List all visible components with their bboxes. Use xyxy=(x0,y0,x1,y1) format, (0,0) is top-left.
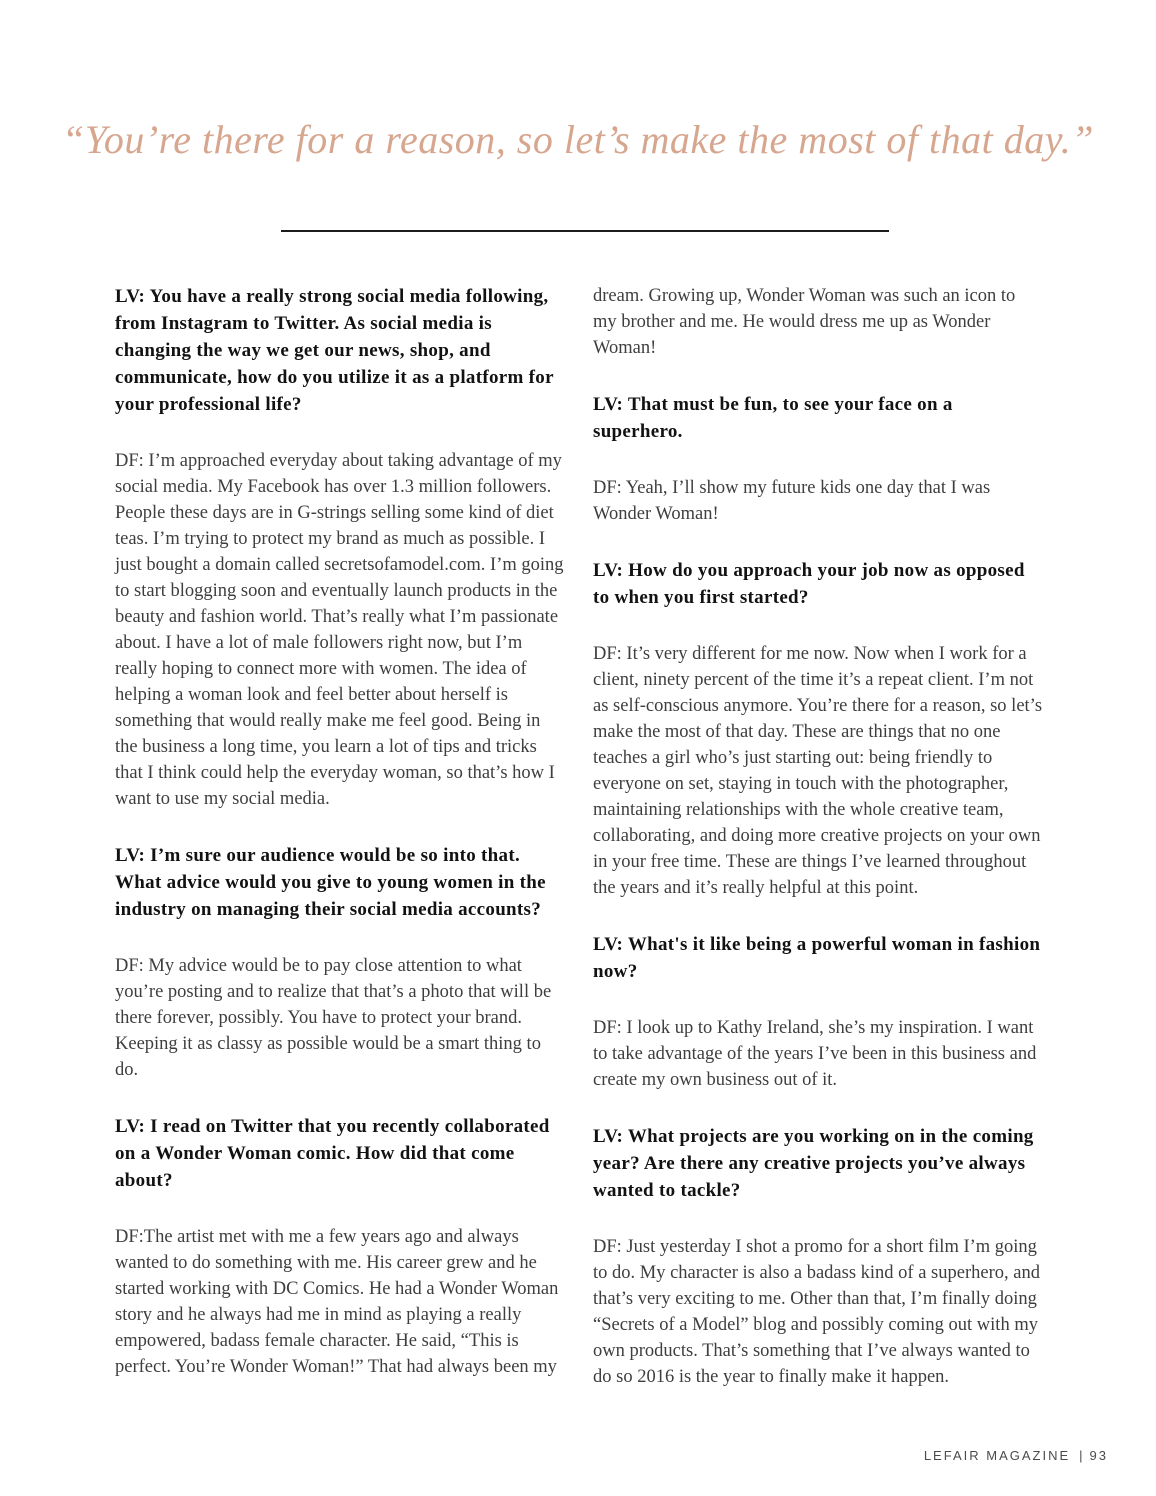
pull-quote: “You’re there for a reason, so let’s make the most of that day.” xyxy=(62,117,1094,162)
interview-answer: DF: Yeah, I’ll show my future kids one day that I was Wonder Woman! xyxy=(593,478,991,524)
interview-answer: DF:The artist met with me a few years ago and always wanted to do something with me. His career grew and he started working with DC Comics. He had a Wonder Woman story and he always had me in mind as playing a really empowered, badass female character. He said, “This is perfect. You’re Wonder Woman!” That had always been my xyxy=(115,1227,559,1377)
interview-answer-continued: dream. Growing up, Wonder Woman was such an icon to my brother and me. He would dress me up as Wonder Woman! xyxy=(593,286,1016,358)
magazine-name: LEFAIR MAGAZINE xyxy=(923,1448,1071,1463)
interview-answer: DF: I look up to Kathy Ireland, she’s my inspiration. I want to take advantage of the years I’ve been in this business and create my own business out of it. xyxy=(593,1018,1037,1090)
interview-answer: DF: It’s very different for me now. Now when I work for a client, ninety percent of the time it’s a repeat client. I’m not as self-conscious anymore. You’re there for a reason, so let’s make the most of that day. These are things that no one teaches a girl who’s just starting out: being friendly to everyone on set, staying in touch with the photographer, maintaining relationships with the whole creative team, collaborating, and doing more creative projects on your own in your free time. These are things I’ve learned throughout the years and it’s really helpful at this point. xyxy=(593,644,1043,898)
page-number: 93 xyxy=(1089,1448,1108,1463)
interview-question: LV: You have a really strong social media following, from Instagram to Twitter. As social media is changing the way we get our news, shop, and communicate, how do you utilize it as a platform for your professional life? xyxy=(115,286,554,415)
article-columns xyxy=(115,283,1043,1420)
interview-answer: DF: My advice would be to pay close attention to what you’re posting and to realize that that’s a photo that will be there forever, possibly. You have to protect your brand. Keeping it as classy as possible would be a smart thing to do. xyxy=(115,956,552,1080)
interview-question: LV: How do you approach your job now as opposed to when you first started? xyxy=(593,560,1025,608)
interview-answer: DF: I’m approached everyday about taking advantage of my social media. My Facebook has over 1.3 million followers. People these days are in G-strings selling some kind of diet teas. I’m trying to protect my brand as much as possible. I just bought a domain called secretsofamodel.com. I’m going to start blogging soon and eventually launch products in the beauty and fashion world. That’s really what I’m passionate about. I have a lot of male followers right now, but I’m really hoping to connect more with women. The idea of helping a woman look and feel better about herself is something that would really make me feel good. Being in the business a long time, you learn a lot of tips and tricks that I think could help the everyday woman, so that’s how I want to use my social media. xyxy=(115,451,564,809)
interview-question: LV: What's it like being a powerful woman in fashion now? xyxy=(593,934,1041,982)
footer-separator: | xyxy=(1079,1448,1085,1463)
column-left xyxy=(115,283,565,1420)
interview-answer: DF: Just yesterday I shot a promo for a short film I’m going to do. My character is also a badass kind of a superhero, and that’s very exciting to me. Other than that, I’m finally doing “Secrets of a Model” blog and possibly coming out with my own products. That’s something that I’ve always wanted to do so 2016 is the year to finally make it happen. xyxy=(593,1237,1040,1387)
column-right xyxy=(593,283,1043,1420)
interview-question: LV: What projects are you working on in the coming year? Are there any creative projects you’ve always wanted to tackle? xyxy=(593,1126,1034,1201)
interview-question: LV: I read on Twitter that you recently collaborated on a Wonder Woman comic. How did that come about? xyxy=(115,1116,550,1191)
interview-question: LV: I’m sure our audience would be so into that. What advice would you give to young women in the industry on managing their social media accounts? xyxy=(115,845,546,920)
page-footer xyxy=(924,1448,1108,1463)
section-divider xyxy=(281,230,889,232)
interview-question: LV: That must be fun, to see your face on a superhero. xyxy=(593,394,953,442)
